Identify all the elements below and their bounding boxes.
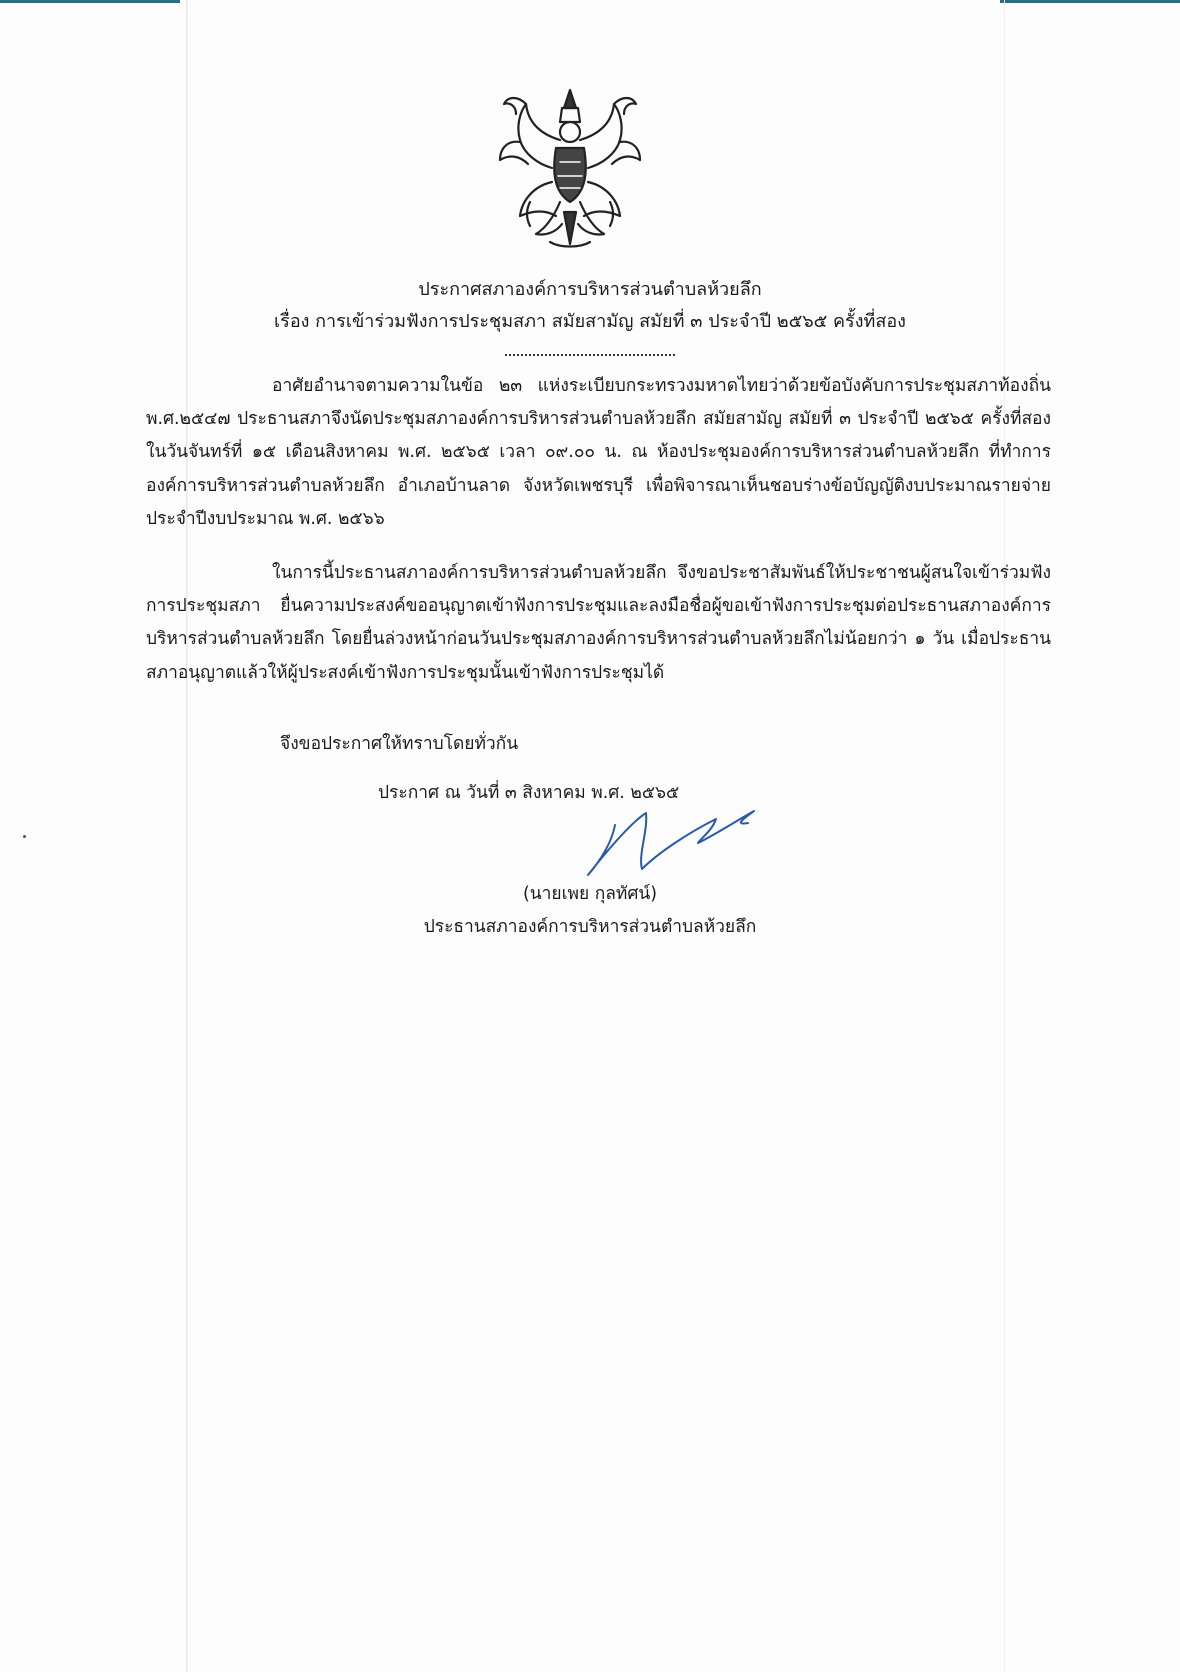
garuda-emblem-icon <box>490 82 650 252</box>
body-paragraph-2: ในการนี้ประธานสภาองค์การบริหารส่วนตำบลห้วยลึก จึงขอประชาสัมพันธ์ให้ประชาชนผู้สนใจเข้าร่วมฟังการประชุมสภา ยื่นความประสงค์ขออนุญาตเข้าฟังการประชุมและลงมือชื่อผู้ขอเข้าฟังการประชุมต่อประธานสภาองค์การบริหารส่วนตำบลห้วยลึก โดยยื่นล่วงหน้าก่อนวันประชุมสภาองค์การบริหารส่วนตำบลห้วยลึกไม่น้อยกว่า ๑ วัน เมื่อประธานสภาอนุญาตแล้วให้ผู้ประสงค์เข้าฟังการประชุมนั้นเข้าฟังการประชุมได้ <box>146 563 1051 683</box>
body-paragraph-3: จึงขอประกาศให้ทราบโดยทั่วกัน <box>280 734 519 754</box>
signer-position: ประธานสภาองค์การบริหารส่วนตำบลห้วยลึก <box>423 917 757 937</box>
paper-fold-right <box>1004 0 1005 1672</box>
announcement-title: ประกาศสภาองค์การบริหารส่วนตำบลห้วยลึก <box>418 279 762 300</box>
separator-dots <box>505 354 675 356</box>
scan-speck <box>23 835 26 838</box>
scan-edge-right <box>1000 0 1180 3</box>
paper-fold <box>186 0 188 1672</box>
scan-edge-left <box>0 0 180 3</box>
body-paragraph-1: อาศัยอำนาจตามความในข้อ ๒๓ แห่งระเบียบกระทรวงมหาดไทยว่าด้วยข้อบังคับการประชุมสภาท้องถิ่น พ.ศ.๒๕๔๗ ประธานสภาจึงนัดประชุมสภาองค์การบริหารส่วนตำบลห้วยลึก สมัยสามัญ สมัยที่ ๓ ประจำปี ๒๕๖๕ ครั้งที่สอง ในวันจันทร์ที่ ๑๕ เดือนสิงหาคม พ.ศ. ๒๕๖๕ เวลา ๐๙.๐๐ น. ณ ห้องประชุมองค์การบริหารส่วนตำบลห้วยลึก ที่ทำการองค์การบริหารส่วนตำบลห้วยลึก อำเภอบ้านลาด จังหวัดเพชรบุรี เพื่อพิจารณาเห็นชอบร่างข้อบัญญัติงบประมาณรายจ่าย ประจำปีงบประมาณ พ.ศ. ๒๕๖๖ <box>146 376 1051 529</box>
announcement-date: ประกาศ ณ วันที่ ๓ สิงหาคม พ.ศ. ๒๕๖๕ <box>378 783 680 803</box>
signer-name: (นายเพย กุลทัศน์) <box>522 884 658 904</box>
announcement-subject: เรื่อง การเข้าร่วมฟังการประชุมสภา สมัยสามัญ สมัยที่ ๓ ประจำปี ๒๕๖๕ ครั้งที่สอง <box>274 311 906 332</box>
handwritten-signature-icon <box>540 795 790 880</box>
